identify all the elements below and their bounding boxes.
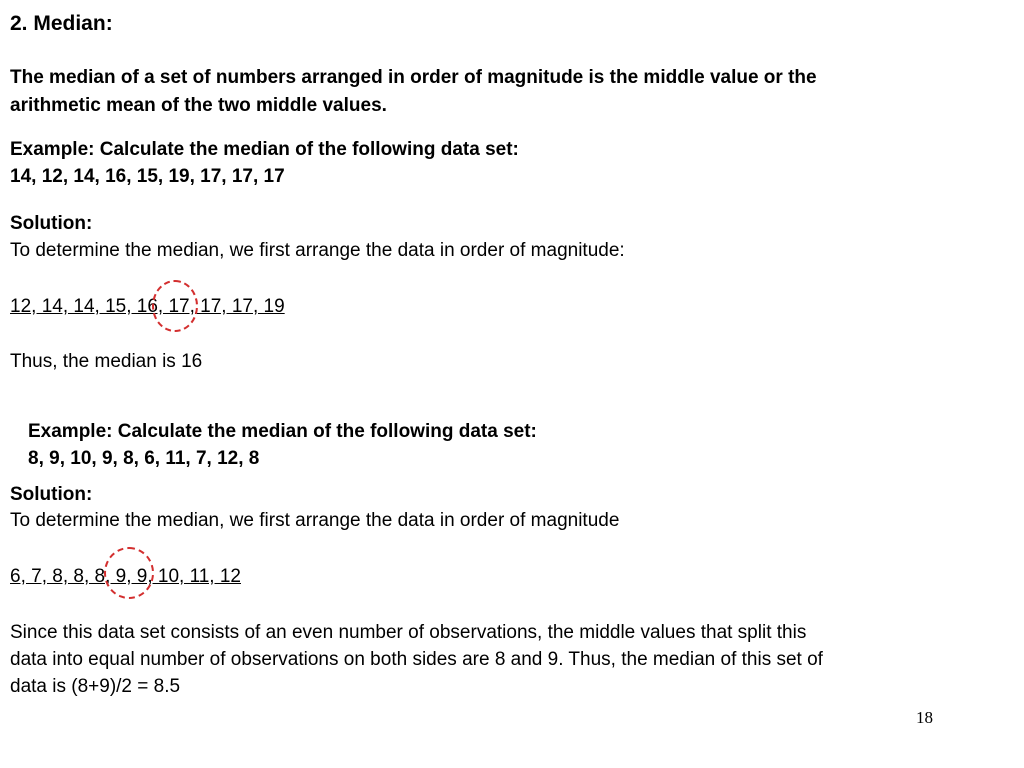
example1-sorted-data: 12, 14, 14, 15, 16, 17, 17, 17, 19 xyxy=(10,296,285,317)
example2-explanation-line-1: Since this data set consists of an even number of observations, the middle values that split this xyxy=(10,622,807,643)
example1-prompt: Example: Calculate the median of the following data set: xyxy=(10,139,519,160)
example2-solution-label: Solution: xyxy=(10,484,93,505)
example2-prompt: Example: Calculate the median of the following data set: xyxy=(28,421,537,442)
definition-line-2: arithmetic mean of the two middle values. xyxy=(10,95,387,116)
example2-explanation-line-2: data into equal number of observations on both sides are 8 and 9. Thus, the median of this set of xyxy=(10,649,823,670)
example2-data: 8, 9, 10, 9, 8, 6, 11, 7, 12, 8 xyxy=(28,448,260,469)
definition-line-1: The median of a set of numbers arranged in order of magnitude is the middle value or the xyxy=(10,67,817,88)
example1-solution-label: Solution: xyxy=(10,213,93,234)
example1-conclusion: Thus, the median is 16 xyxy=(10,351,203,372)
example2-instruction: To determine the median, we first arrange the data in order of magnitude xyxy=(10,510,620,531)
section-heading: 2. Median: xyxy=(10,12,113,35)
example1-data: 14, 12, 14, 16, 15, 19, 17, 17, 17 xyxy=(10,166,285,187)
page-number: 18 xyxy=(916,708,933,727)
median-pair-highlight-circle xyxy=(104,547,154,599)
median-highlight-circle xyxy=(152,280,198,332)
example1-instruction: To determine the median, we first arrange the data in order of magnitude: xyxy=(10,240,625,261)
example2-sorted-data: 6, 7, 8, 8, 8, 9, 9, 10, 11, 12 xyxy=(10,566,241,587)
example2-explanation-line-3: data is (8+9)/2 = 8.5 xyxy=(10,676,181,697)
